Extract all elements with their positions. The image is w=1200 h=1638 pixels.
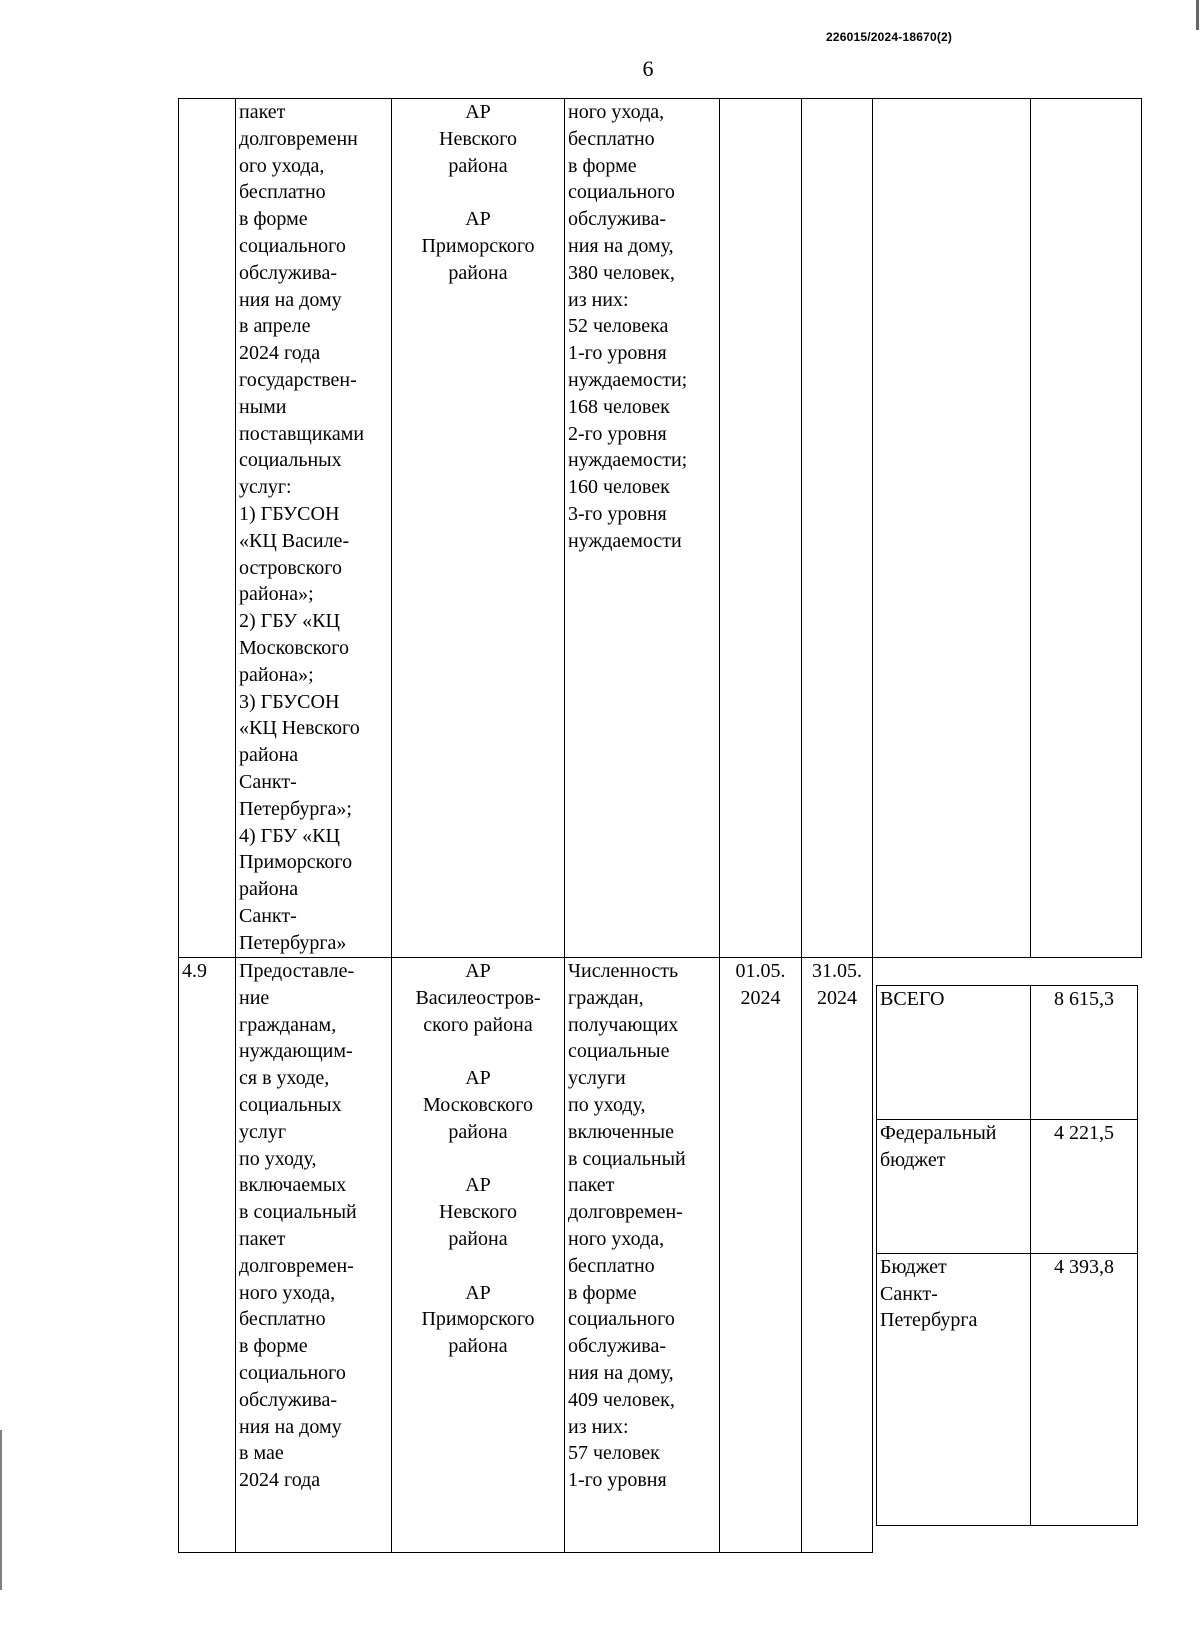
result-cell: ного ухода, бесплатно в форме социального обслужива- ния на дому, 380 человек, из них: 52 человека 1-го уровня нуждаемости; 168 человек 2-го уровня нуждаемости; 160 человек 3-го уровня нуждаемости	[565, 99, 720, 958]
funding-source: ВСЕГО	[877, 985, 1031, 1119]
funding-source: Федеральный бюджет	[877, 1119, 1031, 1253]
funding-source: Бюджет Санкт- Петербурга	[877, 1253, 1031, 1525]
funding-table	[876, 985, 1138, 1526]
start-date-cell	[720, 99, 802, 958]
funding-row	[877, 985, 1138, 1119]
funding-row	[877, 1119, 1138, 1253]
end-date-cell: 31.05. 2024	[802, 958, 873, 1553]
measure-cell: Предоставле- ние гражданам, нуждающим- ся в уходе, социальных услуг по уходу, включаемых в социальный пакет долговремен- ного ухода, бесплатно в форме социального обслужива- ния на дому в мае 2024 года	[236, 958, 392, 1553]
page-number: 6	[642, 56, 654, 81]
row-number-cell	[179, 99, 236, 958]
funding-row	[877, 1253, 1138, 1525]
executors-cell: АР Василеостров- ского района АР Московского района АР Невского района АР Приморского района	[392, 958, 565, 1553]
row-number-cell: 4.9	[179, 958, 236, 1553]
funding-source-cell	[873, 99, 1031, 958]
start-date-cell: 01.05. 2024	[720, 958, 802, 1553]
document-number: 226015/2024-18670(2)	[826, 30, 953, 44]
funding-amount: 8 615,3	[1031, 985, 1138, 1119]
result-cell: Численность граждан, получающих социальные услуги по уходу, включенные в социальный пакет долговремен- ного ухода, бесплатно в форме социального обслужива- ния на дому, 409 человек, из них: 57 человек 1-го уровня	[565, 958, 720, 1553]
funding-amount: 4 221,5	[1031, 1119, 1138, 1253]
plan-table	[178, 98, 1142, 1553]
end-date-cell	[802, 99, 873, 958]
funding-amount-cell	[1031, 99, 1141, 958]
table-row	[179, 958, 1142, 1553]
scan-artifact	[1196, 0, 1199, 30]
table-row	[179, 99, 1142, 958]
measure-cell: пакет долговременн ого ухода, бесплатно в форме социального обслужива- ния на дому в апреле 2024 года государствен- ными поставщиками социальных услуг: 1) ГБУСОН «КЦ Василе- островского района»; 2) ГБУ «КЦ Московского района»; 3) ГБУСОН «КЦ Невского района Санкт- Петербурга»; 4) ГБУ «КЦ Приморского района Санкт- Петербурга»	[236, 99, 392, 958]
funding-amount: 4 393,8	[1031, 1253, 1138, 1525]
executors-cell: АР Невского района АР Приморского района	[392, 99, 565, 958]
funding-block	[873, 958, 1142, 1553]
scan-artifact	[0, 1430, 2, 1590]
